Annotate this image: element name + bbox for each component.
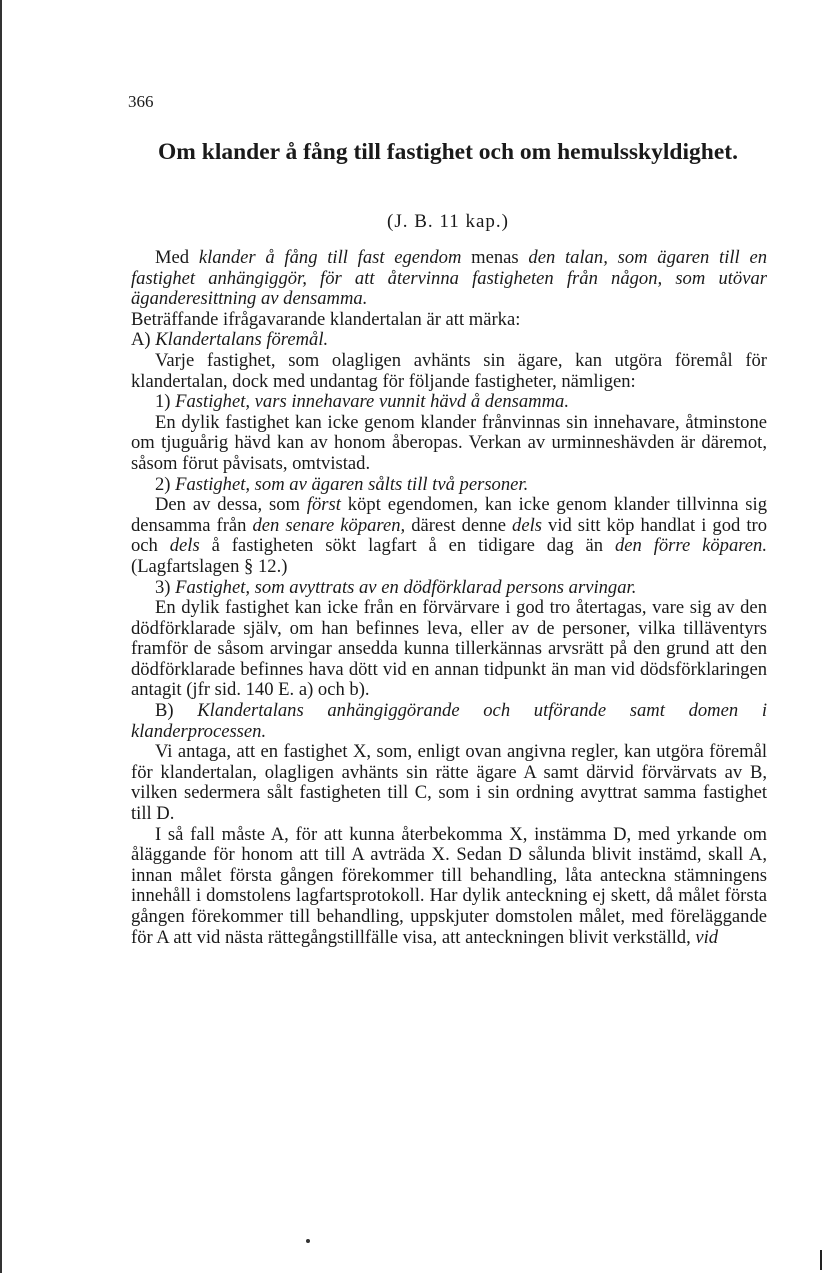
paragraph-hävd: En dylik fastighet kan icke genom klander frånvinnas sin innehavare, åtminstone om tjuguårig hävd kan av honom åberopas. Verkan av urminneshävden är däremot, såsom förut påvisats, omtvistad. [131,411,767,474]
scan-edge-left [0,0,2,1273]
text-span: köpt egendomen, kan icke genom klander tillvinna sig densamma från [131,494,767,536]
body-text [131,248,767,948]
text-span: (Lagfartslagen § 12.) [131,555,288,577]
item-label: 2) [155,473,176,495]
paragraph-definition [131,248,767,310]
item-title: Fastighet, som avyttrats av en dödförklarad persons arvingar. [175,576,637,598]
text-span: Den av dessa, som [155,494,307,516]
section-title: Klandertalans anhängiggörande och utförande samt domen i klanderprocessen. [131,700,767,742]
section-label: B) [155,700,198,722]
text-span: menas [461,247,529,268]
item-heading-1 [131,392,767,413]
item-title: Fastighet, vars innehavare vunnit hävd å densamma. [175,391,569,413]
item-label: 1) [155,391,176,413]
paragraph-declared-dead: En dylik fastighet kan icke från en förvärvare i god tro återtagas, vare sig av den dödförklarade själv, om han befinnes leva, eller av de personer, vilka tilläventyrs framför de såsom arvingar ansedda kunna tillerkännas arvsrätt på den grund att den dödförklarade befinnes hava dött vid en annan tidpunkt än man vid dödsförklaringen antagit (jfr sid. 140 E. a) och b). [131,597,767,701]
italic-word: dels [512,514,542,536]
item-heading-3 [131,578,767,599]
italic-definition: den talan, som ägaren till en fastighet anhängiggör, för att återvinna fastigheten från någon, som utövar äganderesittning av densamma. [131,247,768,310]
italic-phrase: den förre köparen. [614,535,767,557]
section-heading-b [131,701,767,742]
paragraph-procedure [131,825,767,949]
chapter-reference: (J. B. 11 kap.) [387,211,509,232]
page-number: 366 [128,92,154,111]
paragraph-object: Varje fastighet, som olagligen avhänts sin ägare, kan utgöra föremål för klandertalan, dock med undantag för följande fastigheter, nämligen: [131,349,767,392]
text-span: I så fall måste A, för att kunna återbekomma X, instämma D, med yrkande om åläggande för honom att till A avträda X. Sedan D sålunda blivit instämd, skall A, innan målet första gången förekommer till behandling, låta anteckna stämningens innehåll i domstolens lagfartsprotokoll. Har dylik anteckning ej skett, då målet första gången förekommer till behandling, uppskjuter domstolen målet, med föreläggande för A att vid nästa rättegångstillfälle visa, att anteckningen blivit verkställd, [131,823,767,948]
item-heading-2 [131,475,767,496]
paragraph-example: Vi antaga, att en fastighet X, som, enligt ovan angivna regler, kan utgöra föremål för klandertalan, olagligen avhänts sin rätte ägare A samt därvid förvärvats av B, vilken sedermera sålt fastigheten till C, som i sin ordning avyttrat samma fastighet till D. [131,741,767,825]
scan-edge-right [820,1250,822,1270]
paragraph-intro: Beträffande ifrågavarande klandertalan är att märka: [131,308,521,330]
italic-word: vid [695,926,719,948]
item-label: 3) [155,576,176,598]
italic-term: klander å fång till fast egendom [198,247,462,268]
item-title: Fastighet, som av ägaren sålts till två personer. [175,473,529,495]
section-title: Klandertalans föremål. [155,329,329,351]
italic-phrase: den senare köparen, [252,514,406,536]
italic-word: dels [169,535,200,557]
section-label: A) [131,329,156,351]
text-span: å fastigheten sökt lagfart å en tidigare dag än [199,535,615,557]
text-span: vid sitt köp handlat i god tro och [131,514,767,557]
page-title: Om klander å fång till fastighet och om hemulsskyldighet. [158,139,738,165]
italic-word: först [306,494,341,516]
scan-speck [306,1239,310,1243]
text-span: därest denne [405,514,513,536]
paragraph-two-buyers [131,495,767,577]
text-span: Med [155,247,199,268]
section-heading-a [131,330,767,351]
